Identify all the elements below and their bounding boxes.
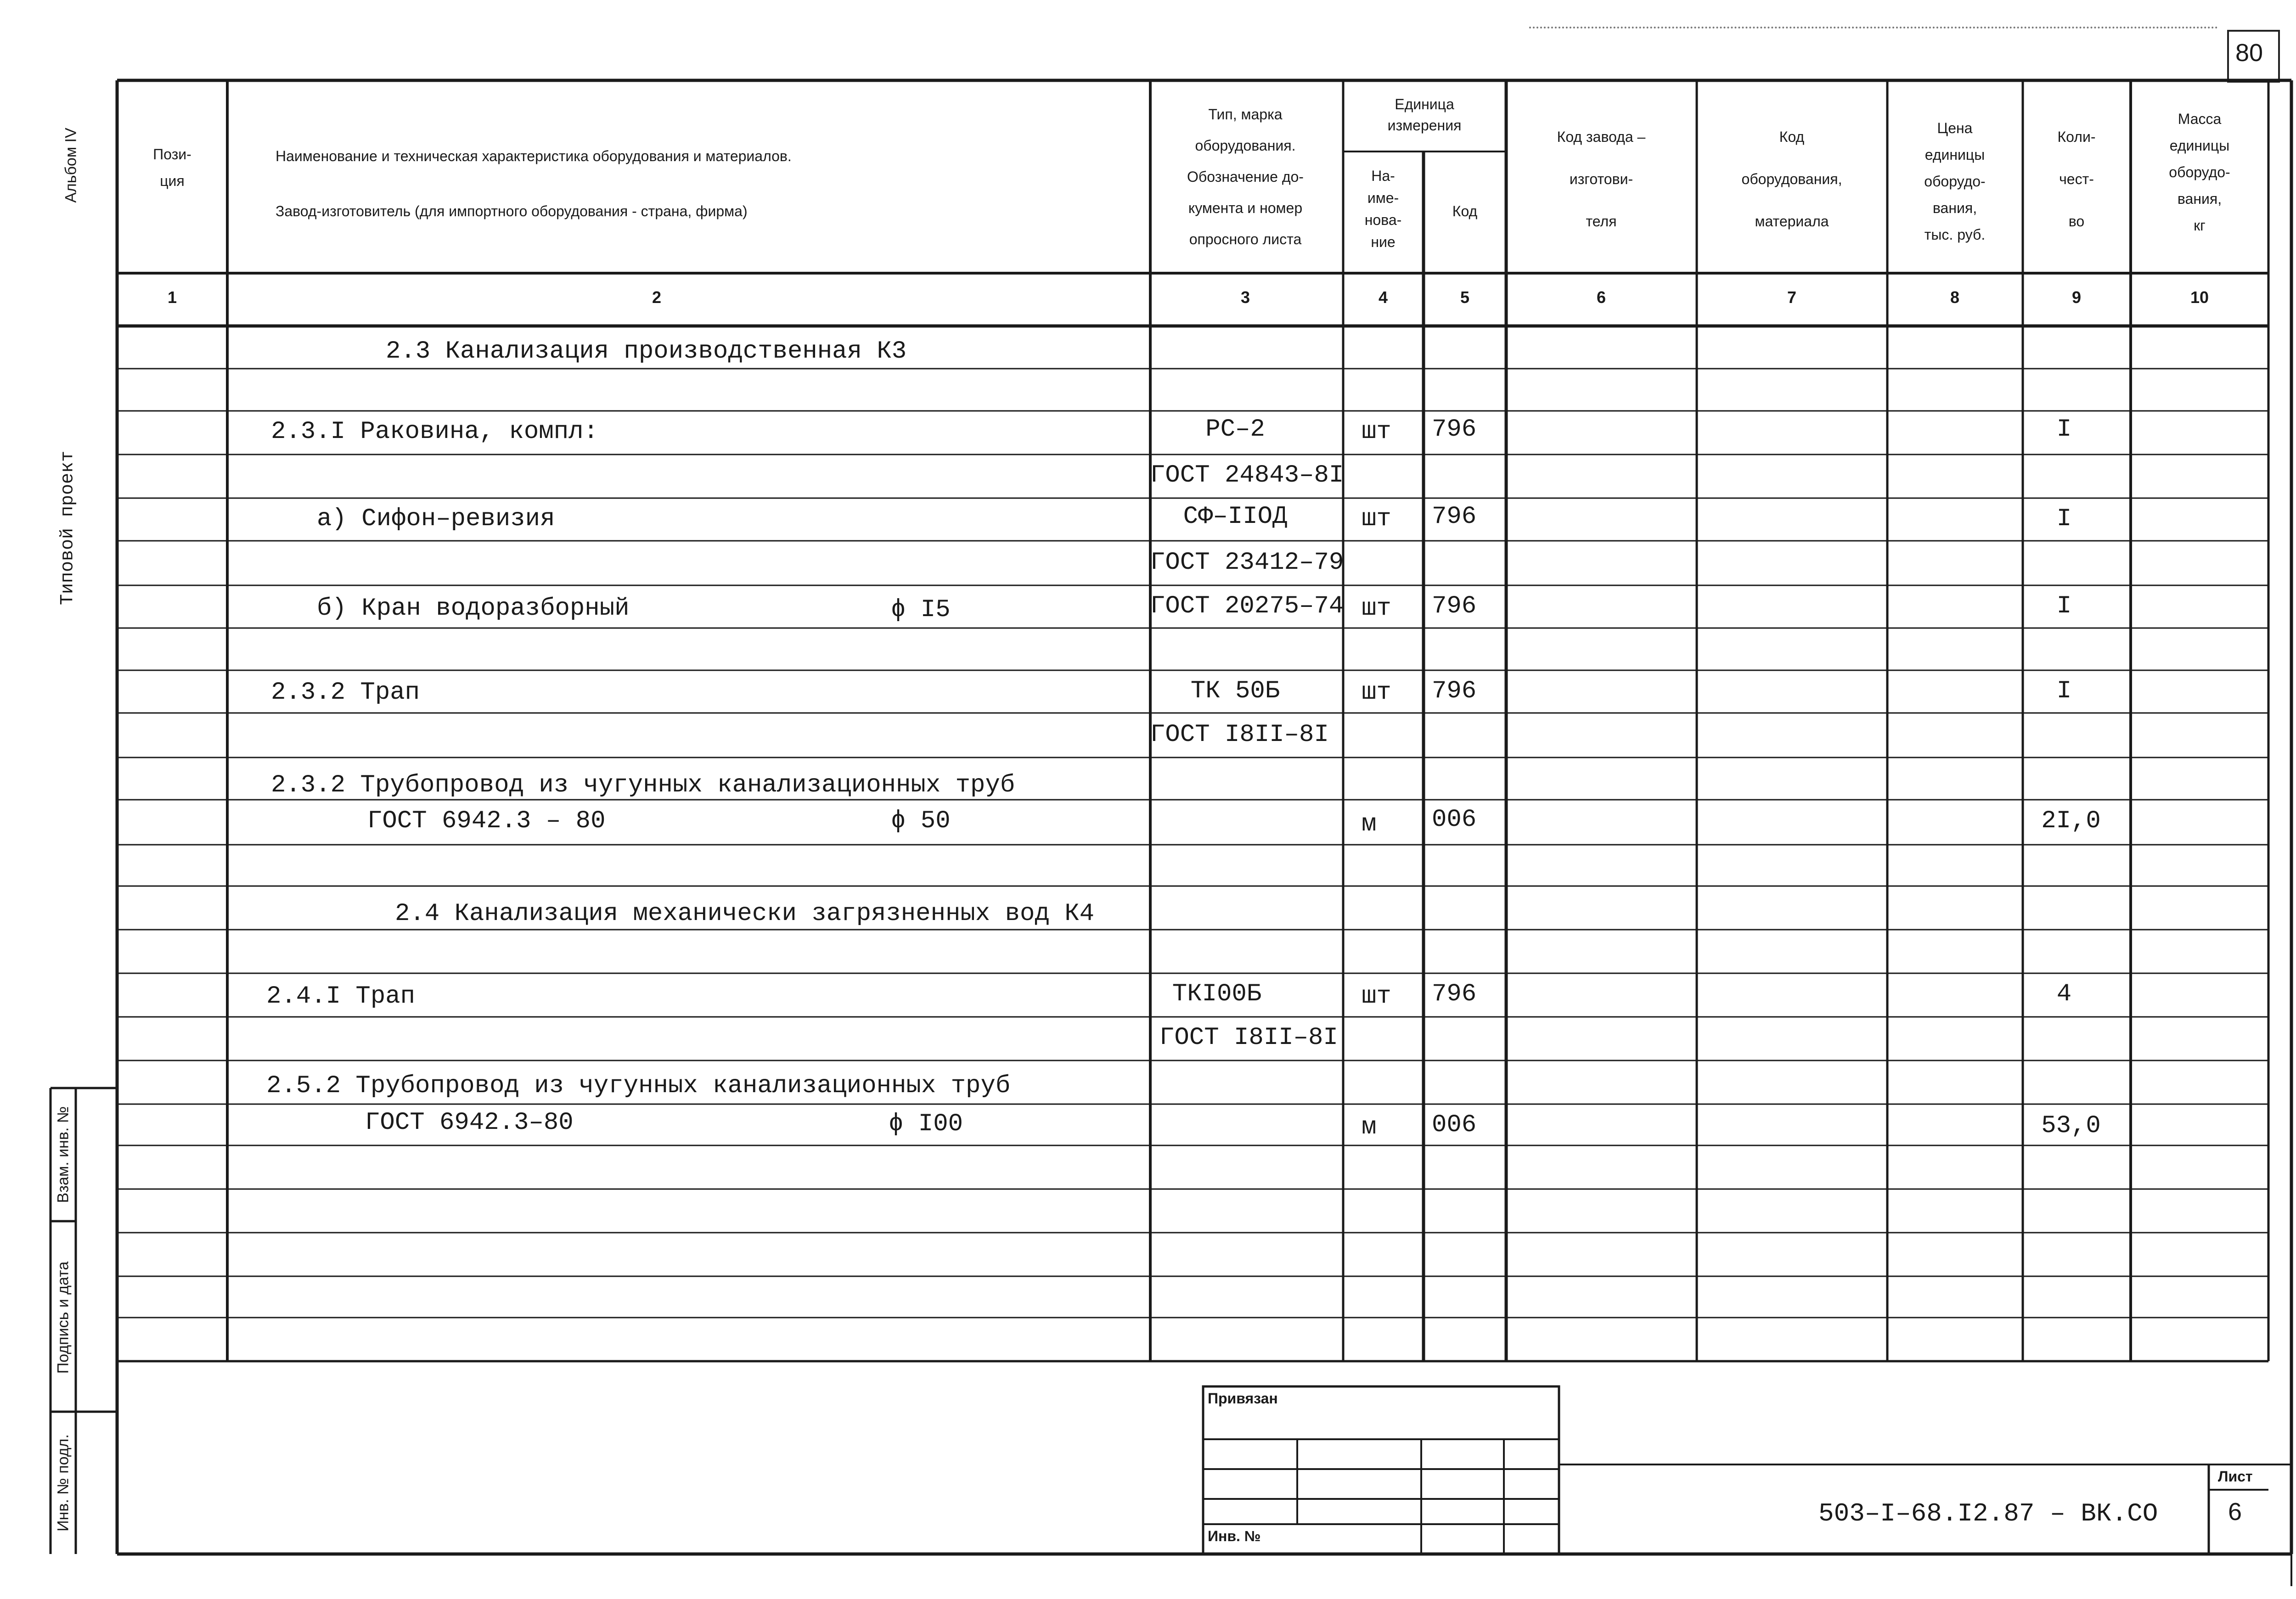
header-mass: Масса единицы оборудо- вания, кг [2169,111,2230,234]
col-number: 3 [1240,288,1250,307]
col-number: 9 [2071,288,2082,307]
row-type: ГОСТ 23412–79 [1150,549,1344,577]
row-unit: м [1362,1113,1377,1141]
page-number: 80 [2235,39,2263,67]
sheet-number: 6 [2228,1498,2242,1526]
header-position: Пози- ция [153,146,191,189]
row-qty: 53,0 [2041,1112,2101,1140]
row-code: 796 [1432,415,1477,443]
row-type: ГОСТ 24843–8I [1150,461,1344,489]
header-unit-group: Единица измерения [1387,96,1462,134]
row-name: 2.3.I Раковина, компл: [271,418,598,446]
row-type: ГОСТ I8II–8I [1150,721,1329,749]
row-name: а) Сифон–ревизия [317,505,555,533]
row-unit: м [1362,810,1377,838]
col-number: 1 [167,288,177,307]
header-unit-code: Код [1452,203,1478,219]
header-price: Цена единицы оборудо- вания, тыс. руб. [1924,120,1986,243]
row-code: 006 [1432,806,1477,834]
row-name: 2.5.2 Трубопровод из чугунных канализационных труб [266,1072,1011,1100]
row-name: 2.3.2 Трубопровод из чугунных канализационных труб [271,771,1015,799]
col-number: 4 [1378,288,1388,307]
section-title: 2.3 Канализация производственная К3 [386,337,907,365]
inv-podl-label: Инв. № подл. [54,1434,72,1532]
row-name: б) Кран водоразборный [317,595,630,623]
row-name: ГОСТ 6942.3 – 80 [367,807,606,835]
header-equipment-code: Код оборудования, материала [1741,129,1842,230]
row-code: 796 [1432,503,1477,531]
col-number: 2 [652,288,662,307]
row-qty: I [2056,677,2072,705]
section-title: 2.4 Канализация механически загрязненных вод К4 [395,900,1095,928]
row-code: 796 [1432,592,1477,620]
row-type: ГОСТ 20275–74 [1150,592,1344,620]
row-unit: шт [1362,505,1391,533]
privyazan-label: Привязан [1208,1390,1278,1407]
row-type: ГОСТ I8II–8I [1159,1024,1338,1052]
header-quantity: Коли- чест- во [2057,129,2096,230]
row-name: ГОСТ 6942.3–80 [365,1109,574,1137]
row-diameter: ϕ I00 [889,1110,963,1138]
row-type: СФ–IIОД [1183,503,1288,531]
row-name: 2.4.I Трап [266,982,416,1010]
row-name: 2.3.2 Трап [271,679,420,707]
row-unit: шт [1362,595,1391,623]
row-qty: I [2056,415,2072,443]
row-code: 006 [1432,1111,1477,1139]
row-qty: I [2056,592,2072,620]
col-number: 7 [1787,288,1797,307]
row-unit: шт [1362,679,1391,707]
row-qty: 2I,0 [2041,807,2101,835]
sheet-label: Лист [2218,1468,2253,1485]
header-unit-name: На- име- нова- ние [1364,168,1402,250]
col-number: 5 [1460,288,1470,307]
header-type: Тип, марка оборудования. Обозначение до- кумента и номер опросного листа [1187,106,1304,247]
typical-project-label: Типовой проект [57,450,79,606]
col-number: 8 [1950,288,1960,307]
row-type: ТКI00Б [1172,980,1262,1008]
album-label: Альбом IV [62,128,80,203]
row-diameter: ϕ I5 [891,596,951,624]
vzam-inv-label: Взам. инв. № [54,1106,72,1203]
col-number: 10 [2190,288,2209,307]
document-code: 503–I–68.I2.87 – ВК.СО [1818,1499,2158,1528]
row-code: 796 [1432,677,1477,705]
row-qty: I [2056,505,2072,533]
row-code: 796 [1432,980,1477,1008]
row-unit: шт [1362,982,1391,1010]
header-maker-code: Код завода – изготови- теля [1557,129,1646,230]
row-qty: 4 [2056,980,2072,1008]
inv-no-label: Инв. № [1208,1528,1261,1544]
col-number: 6 [1596,288,1606,307]
row-type: ТК 50Б [1190,677,1280,705]
signature-date-label: Подпись и дата [54,1261,72,1374]
row-diameter: ϕ 50 [891,807,951,835]
row-unit: шт [1362,418,1391,446]
header-name: Наименование и техническая характеристика оборудования и материалов. Завод-изготовитель (для импортного оборудования - страна, фирма) [276,148,792,219]
row-type: PC–2 [1205,415,1265,443]
